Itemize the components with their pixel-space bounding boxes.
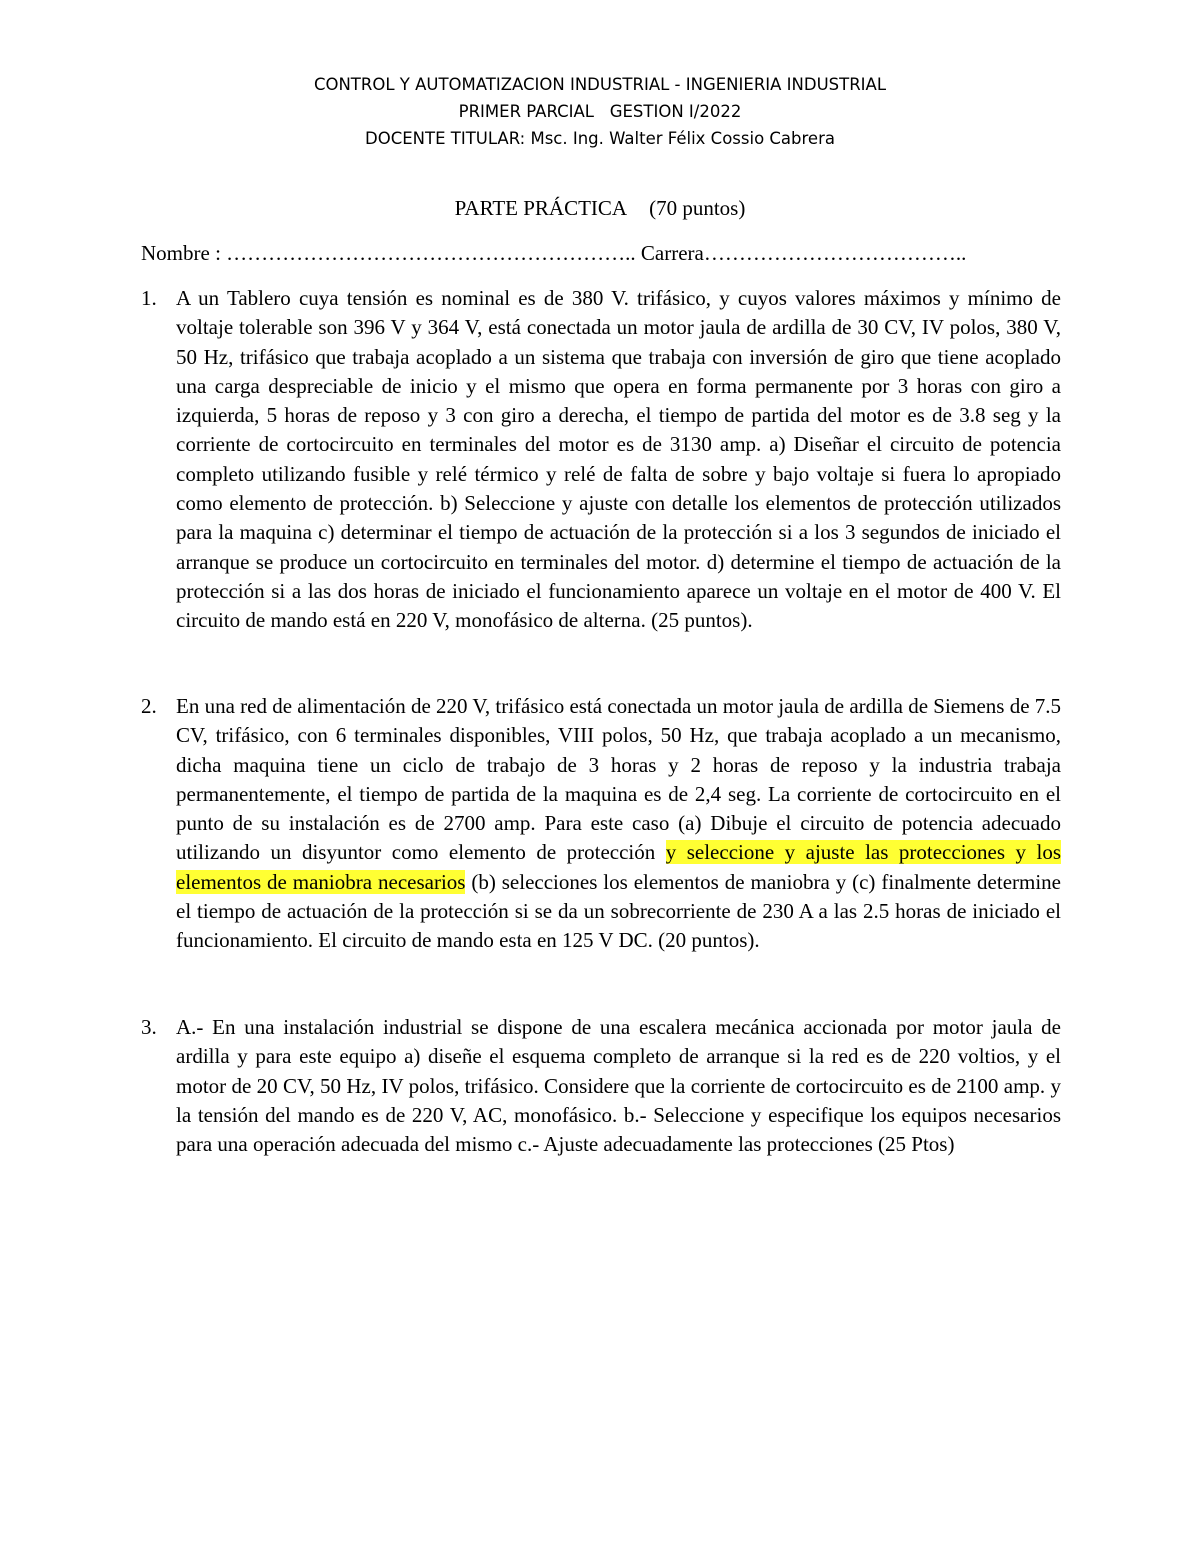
question-3 <box>141 1013 1061 1159</box>
question-1 <box>141 284 1061 636</box>
exam-period-text: PRIMER PARCIAL GESTION I/2022 <box>458 102 742 121</box>
question-2 <box>141 692 1061 956</box>
section-points: (70 puntos) <box>649 196 746 220</box>
exam-period <box>0 102 1200 122</box>
question-text-after: (b) selecciones los elementos de maniobra y (c) finalmente determine el tiempo de actuación de la protección si se da un sobrecorriente de 230 A a las 2.5 horas de iniciado el funcionamiento. El circuito de mando esta en 125 V DC. (20 puntos). <box>176 869 1061 953</box>
question-text <box>176 692 1061 956</box>
question-text: A.- En una instalación industrial se dispone de una escalera mecánica accionada por motor jaula de ardilla y para este equipo a) diseñe el esquema completo de arranque si la red es de 220 voltios, y el motor de 20 CV, 50 Hz, IV polos, trifásico. Considere que la corriente de cortocircuito es de 2100 amp. y la tensión del mando es de 220 V, AC, monofásico. b.- Seleccione y especifique los equipos necesarios para una operación adecuada del mismo c.- Ajuste adecuadamente las protecciones (25 Ptos) <box>176 1015 1061 1157</box>
question-text-before: En una red de alimentación de 220 V, trifásico está conectada un motor jaula de ardilla de Siemens de 7.5 CV, trifásico, con 6 terminales disponibles, VIII polos, 50 Hz, que trabaja acoplado a un mecanismo, dicha maquina tiene un ciclo de trabajo de 3 horas y 2 horas de reposo y la industria trabaja permanentemente, el tiempo de partida de la maquina es de 2,4 seg. La corriente de cortocircuito en el punto de su instalación es de 2700 amp. Para este caso (a) Dibuje el circuito de potencia adecuado utilizando un disyuntor como elemento de protección <box>176 694 1062 865</box>
question-number: 1. <box>141 286 157 310</box>
highlighted-text: y seleccione y ajuste las protecciones y los elementos de maniobra necesarios <box>176 840 1061 894</box>
question-text: A un Tablero cuya tensión es nominal es de 380 V. trifásico, y cuyos valores máximos y mínimo de voltaje tolerable son 396 V y 364 V, está conectada un motor jaula de ardilla de 30 CV, IV polos, 380 V, 50 Hz, trifásico que trabaja acoplado a un sistema que trabaja con inversión de giro que tiene acoplado una carga despreciable de inicio y el mismo que opera en forma permanente por 3 horas con giro a izquierda, 5 horas de reposo y 3 con giro a derecha, el tiempo de partida del motor es de 3.8 seg y la corriente de cortocircuito en terminales del motor es de 3130 amp. a) Diseñar el circuito de potencia completo utilizando fusible y relé térmico y relé de falta de sobre y bajo voltaje si fuera lo apropiado como elemento de protección. b) Seleccione y ajuste con detalle los elementos de protección utilizados para la maquina c) determinar el tiempo de actuación de la protección si a los 3 segundos de iniciado el arranque se produce un cortocircuito en terminales del motor. d) determine el tiempo de actuación de la protección si a las dos horas de iniciado el funcionamiento aparece un voltaje en el motor de 400 V. El circuito de mando está en 220 V, monofásico de alterna. (25 puntos). <box>176 286 1061 633</box>
question-number: 3. <box>141 1015 157 1039</box>
instructor-line: DOCENTE TITULAR: Msc. Ing. Walter Félix Cossio Cabrera <box>365 129 835 148</box>
student-info-line <box>141 241 1041 265</box>
question-number: 2. <box>141 694 157 718</box>
nombre-label: Nombre : <box>141 241 221 265</box>
carrera-blank: ……………………………….. <box>703 241 967 265</box>
section-title: PARTE PRÁCTICA <box>454 196 628 220</box>
course-title: CONTROL Y AUTOMATIZACION INDUSTRIAL - INGENIERIA INDUSTRIAL <box>313 75 887 94</box>
nombre-blank: ………………………………………………….. <box>226 241 636 265</box>
section-heading <box>0 196 1200 220</box>
carrera-label: Carrera <box>640 241 704 265</box>
